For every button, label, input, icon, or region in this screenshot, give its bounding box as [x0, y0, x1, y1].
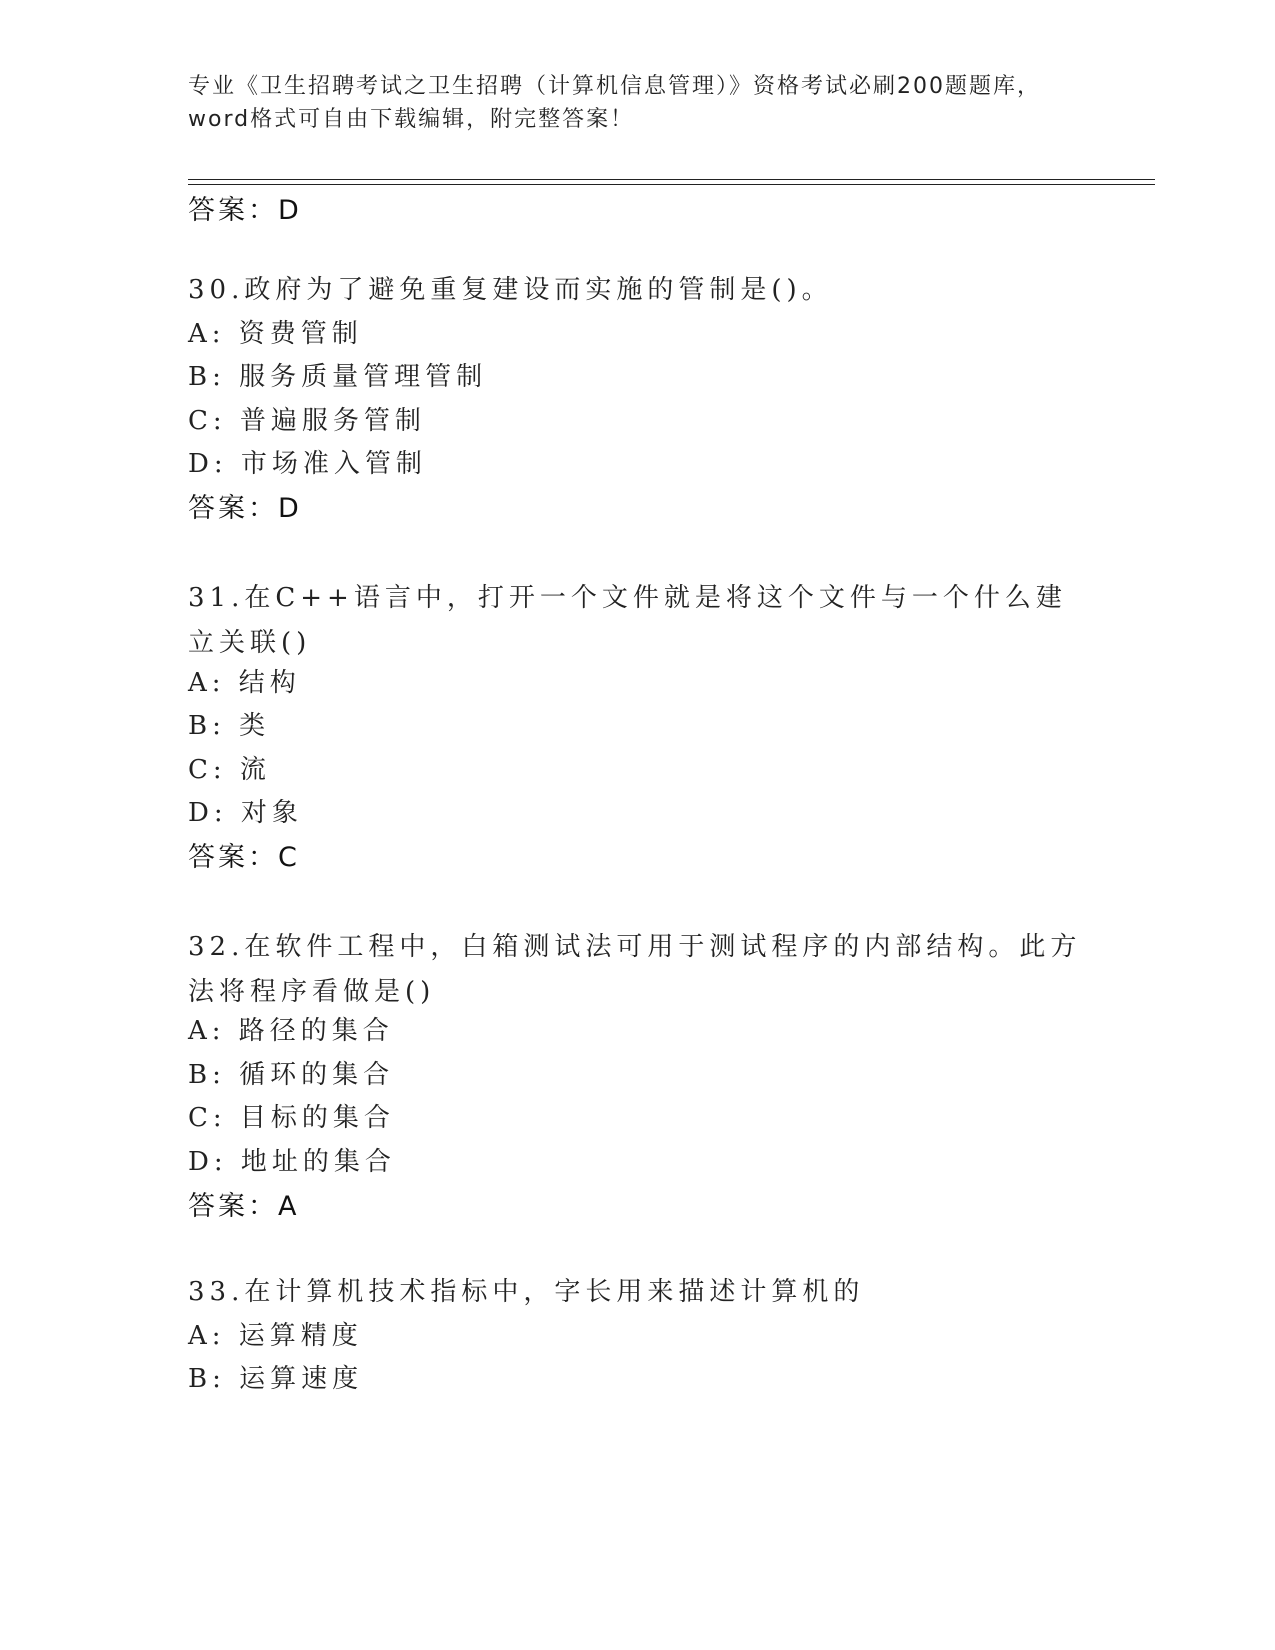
question-33-option-a: A: 运算精度 — [188, 1321, 363, 1351]
header-divider-bottom — [188, 184, 1155, 185]
question-30-answer: 答案：D — [188, 493, 302, 524]
question-31-option-d: D: 对象 — [188, 798, 303, 828]
question-32-option-b: B: 循环的集合 — [188, 1060, 395, 1090]
question-30-option-b: B: 服务质量管理管制 — [188, 362, 488, 392]
previous-answer: 答案：D — [188, 195, 302, 226]
question-32-stem: 32.在软件工程中，白箱测试法可用于测试程序的内部结构。此方法将程序看做是() — [188, 932, 1082, 1007]
question-32-option-a: A: 路径的集合 — [188, 1016, 394, 1046]
document-header: 专业《卫生招聘考试之卫生招聘（计算机信息管理）》资格考试必刷200题题库，word格式可自由下载编辑，附完整答案！ — [188, 74, 1041, 132]
question-32-option-d: D: 地址的集合 — [188, 1147, 396, 1177]
question-31-option-c: C: 流 — [188, 755, 271, 785]
question-30-option-a: A: 资费管制 — [188, 319, 363, 349]
question-31-answer: 答案：C — [188, 842, 300, 873]
question-31-option-b: B: 类 — [188, 711, 271, 741]
question-31-stem: 31.在C++语言中，打开一个文件就是将这个文件与一个什么建立关联() — [188, 583, 1067, 658]
question-32-option-c: C: 目标的集合 — [188, 1103, 395, 1133]
question-33-option-b: B: 运算速度 — [188, 1364, 364, 1394]
question-33-stem: 33.在计算机技术指标中，字长用来描述计算机的 — [188, 1277, 865, 1307]
question-32-answer: 答案：A — [188, 1191, 300, 1222]
question-31-option-a: A: 结构 — [188, 668, 301, 698]
question-30-option-d: D: 市场准入管制 — [188, 449, 427, 479]
question-30-stem: 30.政府为了避免重复建设而实施的管制是()。 — [188, 275, 833, 305]
question-30-option-c: C: 普遍服务管制 — [188, 406, 426, 436]
header-divider-top — [188, 179, 1155, 180]
